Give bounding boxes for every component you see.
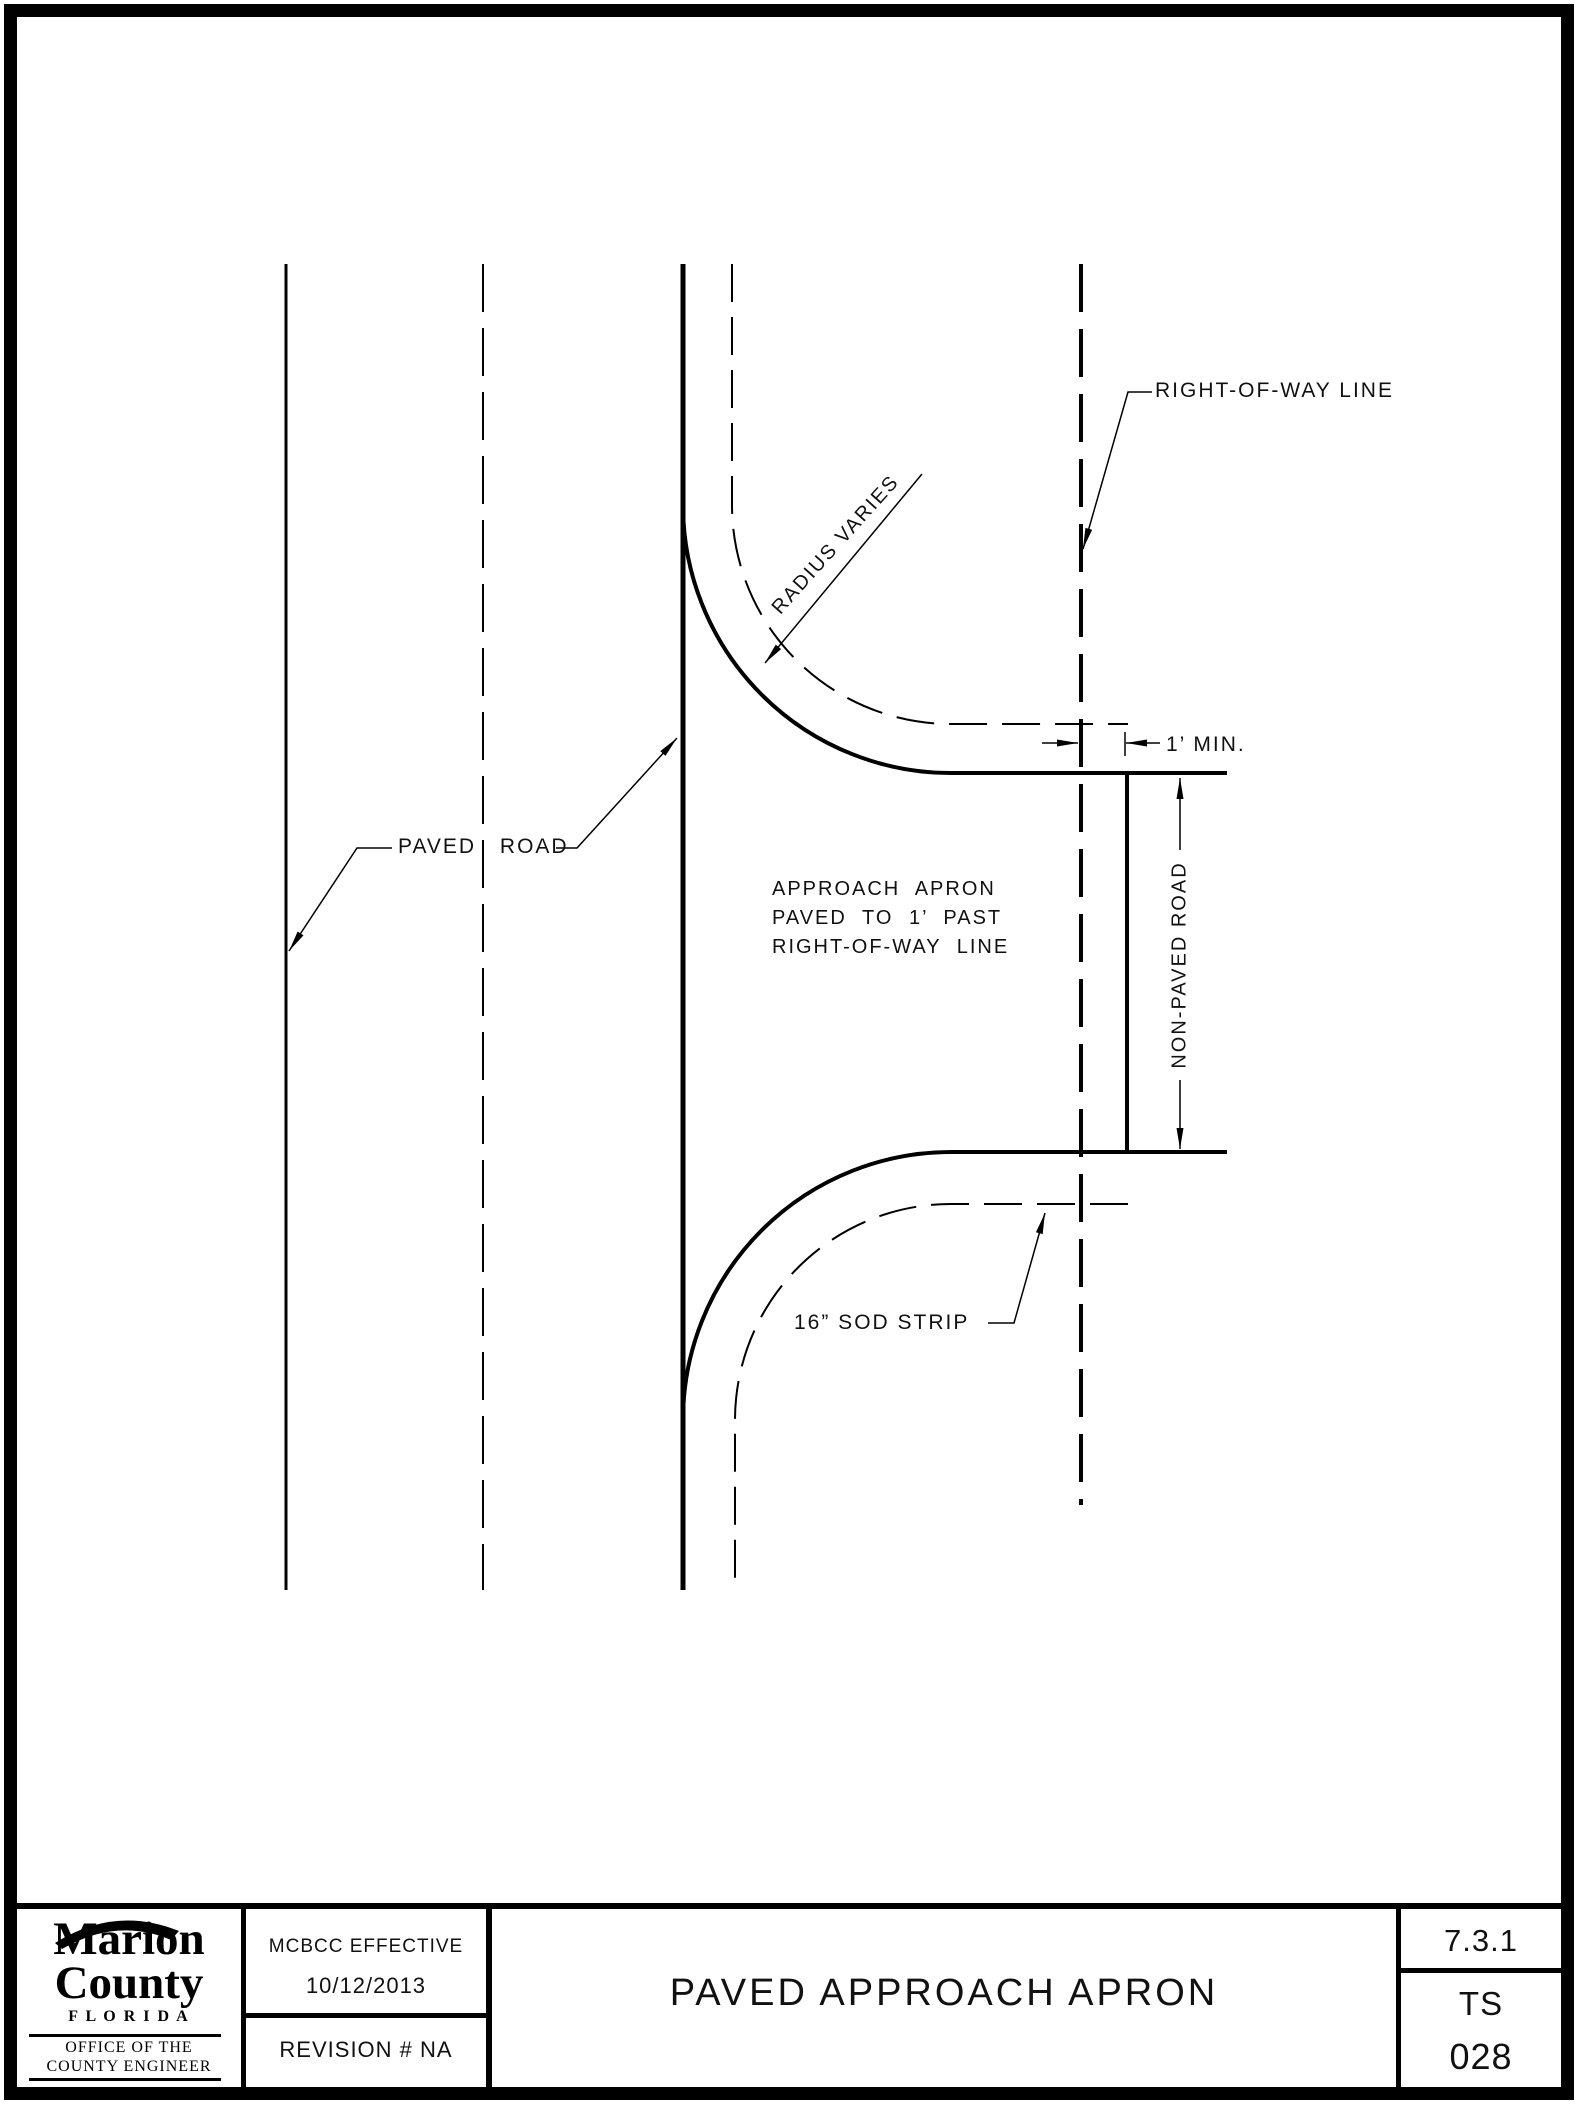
one-ft-min-label: 1’ MIN. [1166, 733, 1246, 756]
logo-county-line2: County [54, 1957, 204, 2009]
sheet-prefix: TS [1458, 1985, 1504, 2022]
effective-date: 10/12/2013 [305, 1973, 427, 1998]
logo-state: F L O R I D A [68, 2008, 190, 2025]
mcbcc-effective-label: MCBCC EFFECTIVE [268, 1936, 464, 1957]
approach-apron-note-line2: PAVED TO 1’ PAST [772, 907, 1003, 929]
sheet-number: 028 [1449, 2036, 1513, 2077]
sod-strip-label: 16” SOD STRIP [794, 1311, 970, 1334]
revision-label: REVISION # NA [279, 2037, 453, 2062]
sheet-title: PAVED APPROACH APRON [669, 1972, 1219, 2014]
logo-county-line1: Marion [53, 1913, 205, 1965]
right-of-way-label: RIGHT-OF-WAY LINE [1155, 379, 1394, 402]
logo-office-line1: OFFICE OF THE [65, 2039, 193, 2056]
approach-apron-note-line1: APPROACH APRON [772, 878, 996, 900]
non-paved-road-label: NON-PAVED ROAD [1168, 861, 1191, 1069]
sheet-border [4, 4, 1574, 2100]
paved-road-label: PAVED ROAD [398, 835, 569, 858]
approach-apron-note-line3: RIGHT-OF-WAY LINE [772, 936, 1010, 958]
radius-varies-label: RADIUS VARIES [767, 470, 904, 619]
logo-office-line2: COUNTY ENGINEER [46, 2058, 212, 2075]
section-number: 7.3.1 [1444, 1923, 1518, 1958]
